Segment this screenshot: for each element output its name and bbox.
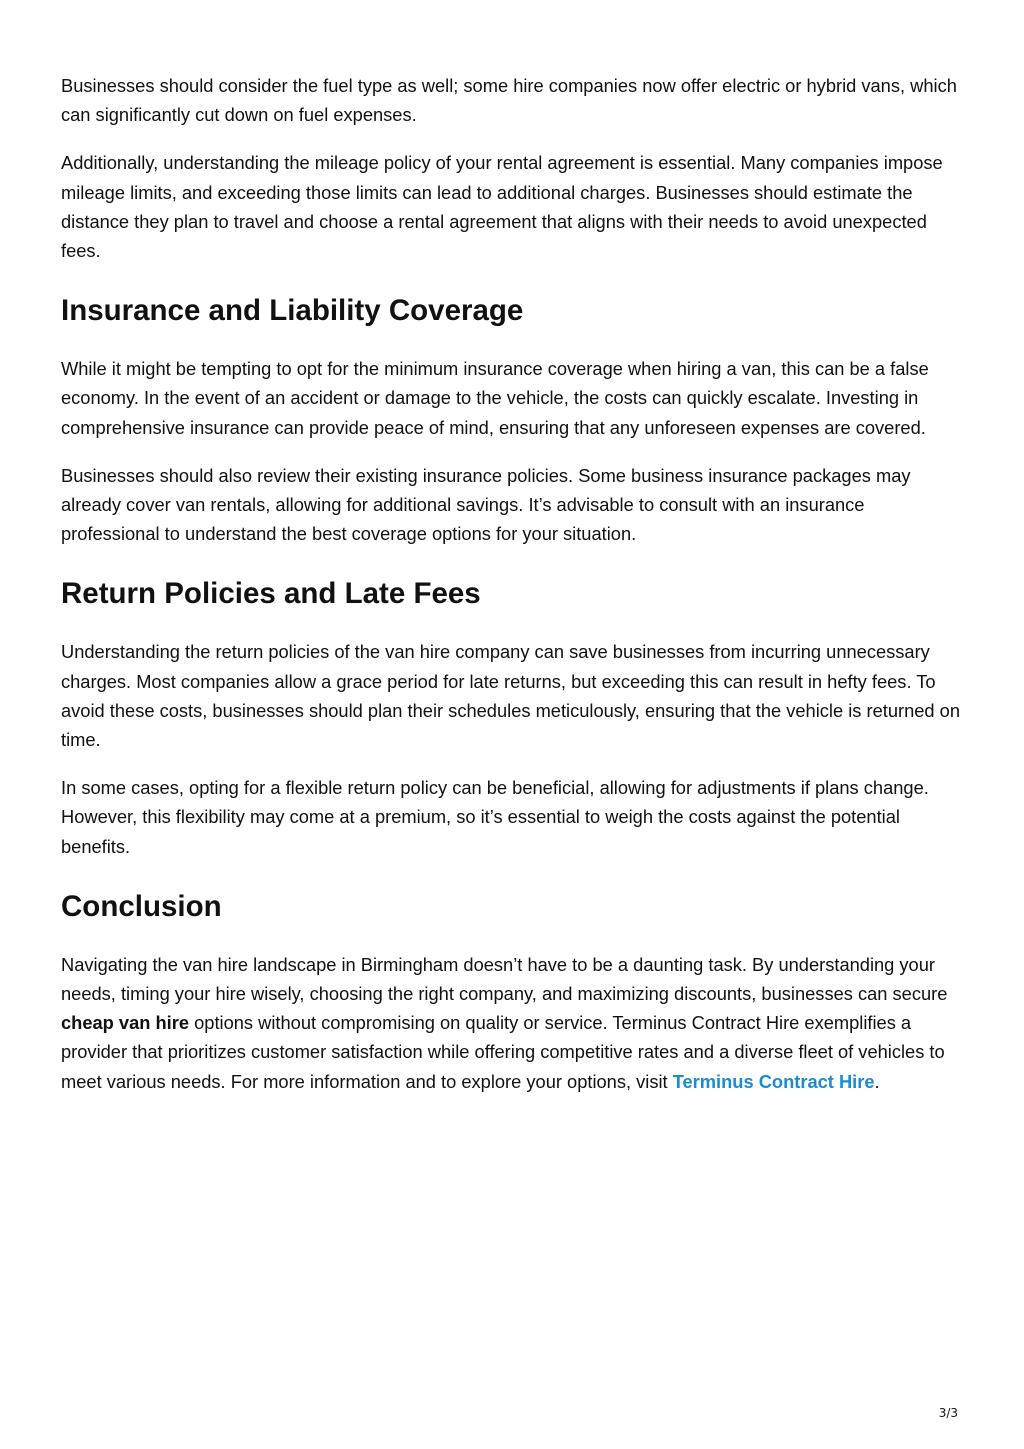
conclusion-text-start: Navigating the van hire landscape in Birmingham doesn’t have to be a daunting task. By understanding your needs, timing your hire wisely, choosing the right company, and maximizing discounts, businesses can secure — [61, 953, 948, 1005]
document-body — [61, 71, 965, 1115]
bold-phrase-cheap-van-hire: cheap van hire — [61, 1012, 190, 1034]
paragraph-conclusion — [61, 950, 965, 1096]
heading-conclusion: Conclusion — [61, 889, 222, 923]
page-number: 3/3 — [938, 1406, 958, 1420]
paragraph-return-policies: Understanding the return policies of the van hire company can save businesses from incurring unnecessary charges. Most companies allow a grace period for late returns, but exceeding this can result in hefty fees. To avoid these costs, businesses should plan their schedules meticulously, ensuring that the vehicle is returned on time. — [61, 641, 961, 751]
conclusion-text-end: . — [874, 1070, 880, 1092]
link-terminus-contract-hire[interactable]: Terminus Contract Hire — [672, 1070, 875, 1092]
paragraph-fuel-type: Businesses should consider the fuel type as well; some hire companies now offer electric or hybrid vans, which can significantly cut down on fuel expenses. — [61, 75, 957, 126]
heading-insurance: Insurance and Liability Coverage — [61, 294, 524, 328]
paragraph-mileage-policy: Additionally, understanding the mileage policy of your rental agreement is essential. Many companies impose mileage limits, and exceeding those limits can lead to additional charges. Businesses should estimate the distance they plan to travel and choose a rental agreement that aligns with their needs to avoid unexpected fees. — [61, 152, 943, 262]
conclusion-text-middle: options without compromising on quality or service. Terminus Contract Hire exemplifies a provider that prioritizes customer satisfaction while offering competitive rates and a diverse fleet of vehicles to meet various needs. For more information and to explore your options, visit — [61, 1012, 945, 1092]
paragraph-insurance-coverage: While it might be tempting to opt for the minimum insurance coverage when hiring a van, this can be a false economy. In the event of an accident or damage to the vehicle, the costs can quickly escalate. Investing in comprehensive insurance can provide peace of mind, ensuring that any unforeseen expenses are covered. — [61, 358, 929, 438]
heading-return-policies: Return Policies and Late Fees — [61, 577, 481, 611]
paragraph-existing-policies: Businesses should also review their existing insurance policies. Some business insurance packages may already cover van rentals, allowing for additional savings. It’s advisable to consult with an insurance professional to understand the best coverage options for your situation. — [61, 464, 911, 545]
paragraph-flexible-return: In some cases, opting for a flexible return policy can be beneficial, allowing for adjustments if plans change. However, this flexibility may come at a premium, so it’s essential to weigh the costs against the potential benefits. — [61, 777, 929, 857]
